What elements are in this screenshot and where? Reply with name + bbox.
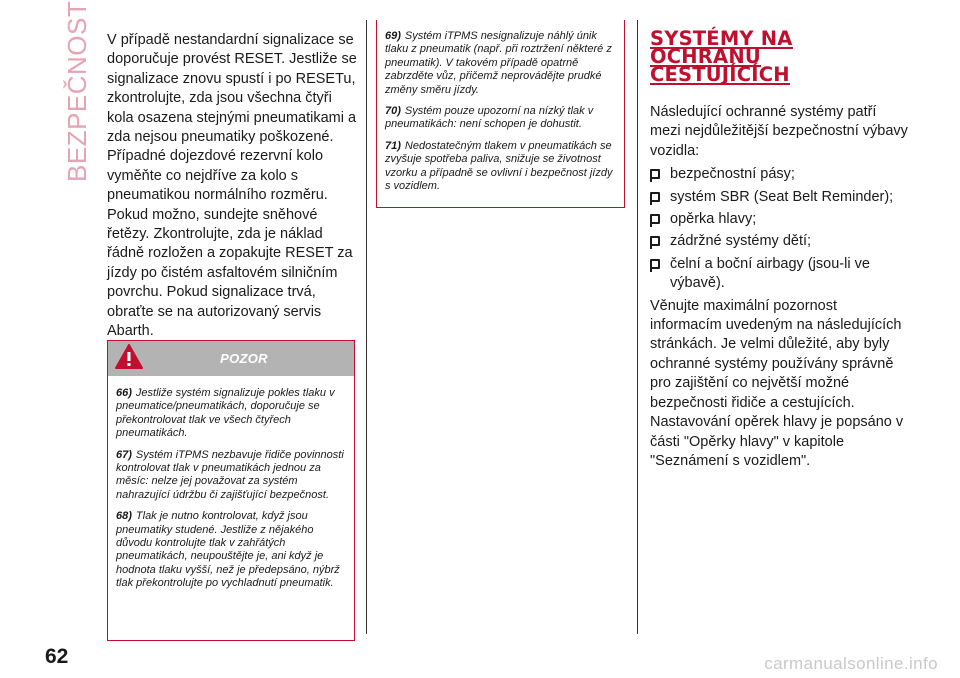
outro-paragraph: Věnujte maximální pozornost informacím uvedeným na následujících stránkách. Je velmi důležité, aby byly ochranné systémy používány správně pro zajištění co největší možné bezpečnosti řidiče a cestujících. Nastavování opěrek hlavy je popsáno v části "Opěrky hlavy" v kapitole "Seznámení s vozidlem". bbox=[650, 297, 904, 469]
list-item: bezpečnostní pásy; bbox=[650, 165, 910, 184]
column-divider-1 bbox=[366, 20, 367, 634]
column-3 bbox=[650, 27, 910, 471]
list-item: čelní a boční airbagy (jsou-li ve výbavě). bbox=[650, 255, 910, 294]
column-1 bbox=[107, 31, 357, 342]
list-item: zádržné systémy dětí; bbox=[650, 232, 910, 251]
list-item: systém SBR (Seat Belt Reminder); bbox=[650, 188, 910, 207]
intro-paragraph: Následující ochranné systémy patří mezi nejdůležitější bezpečnostní výbavy vozidla: bbox=[650, 104, 908, 159]
warning-box bbox=[107, 340, 355, 641]
checkbox-bullet-icon bbox=[650, 214, 660, 224]
column-divider-2 bbox=[637, 20, 638, 634]
section-side-label bbox=[34, 0, 94, 190]
section-side-label-text: BEZPEČNOST bbox=[62, 0, 92, 182]
checkbox-bullet-icon bbox=[650, 169, 660, 179]
protection-systems-list bbox=[650, 165, 910, 293]
warning-continued-box bbox=[376, 20, 625, 208]
section-title-line-3: CESTUJÍCÍCH bbox=[650, 63, 790, 86]
warning-title: POZOR bbox=[220, 351, 268, 366]
checkbox-bullet-icon bbox=[650, 192, 660, 202]
note-70: 70) Systém pouze upozorní na nízký tlak v pneumatikách: není schopen je dohustit. bbox=[385, 105, 594, 131]
note-66: 66) Jestliže systém signalizuje pokles tlaku v pneumatice/pneumatikách, doporučuje se překontrolovat tlak ve všech čtyřech pneumatikách. bbox=[116, 387, 335, 440]
section-title-line-1: SYSTÉMY NA bbox=[650, 27, 793, 50]
note-67: 67) Systém iTPMS nezbavuje řidiče povinnosti kontrolovat tlak v pneumatikách jednou za měsíc: nelze jej považovat za systém nahrazující údržbu či zajišťující bezpečnost. bbox=[116, 448, 344, 501]
watermark: carmanualsonline.info bbox=[764, 654, 938, 673]
note-69: 69) Systém iTPMS nesignalizuje náhlý únik tlaku z pneumatik (např. při roztržení některé z pneumatik). V takovém případě opatrně zabrzděte vůz, přičemž neprovádějte prudké změny směru jízdy. bbox=[385, 30, 612, 96]
section-title-line-2: OCHRANU bbox=[650, 45, 761, 68]
reset-paragraph: V případě nestandardní signalizace se doporučuje provést RESET. Jestliže se signalizace znovu spustí i po RESETu, zkontrolujte, zda jsou všechna čtyři kola osazena stejnými pneumatikami a zda nejsou pneumatiky poškozené. Případné dojezdové rezervní kolo vyměňte co nejdříve za kolo s pneumatikou normálního rozměru. Pokud možno, sundejte sněhové řetězy. Zkontrolujte, zda je náklad řádně rozložen a zopakujte RESET za jízdy po čistém asfaltovém silničním povrchu. Pokud signalizace trvá, obraťte se na autorizovaný servis Abarth. bbox=[107, 32, 357, 340]
checkbox-bullet-icon bbox=[650, 259, 660, 269]
note-71: 71) Nedostatečným tlakem v pneumatikách se zvyšuje spotřeba paliva, snižuje se životnost vzorku a případně se ovlivní i bezpečnost jízdy s vozidlem. bbox=[385, 139, 613, 193]
note-68: 68) Tlak je nutno kontrolovat, když jsou pneumatiky studené. Jestliže z nějakého důvodu kontrolujte tlak v zahřátých pneumatikách, neupouštějte je, ani když je hodnota tlaku vyšší, než je předepsáno, nýbrž tlak překontrolujte po vychladnutí pneumatik. bbox=[116, 510, 340, 590]
section-title bbox=[650, 27, 910, 86]
list-item: opěrka hlavy; bbox=[650, 210, 910, 229]
warning-continued-notes bbox=[377, 20, 624, 193]
warning-notes bbox=[108, 376, 354, 591]
checkbox-bullet-icon bbox=[650, 236, 660, 246]
page-number: 62 bbox=[45, 645, 69, 668]
warning-header bbox=[108, 341, 354, 376]
